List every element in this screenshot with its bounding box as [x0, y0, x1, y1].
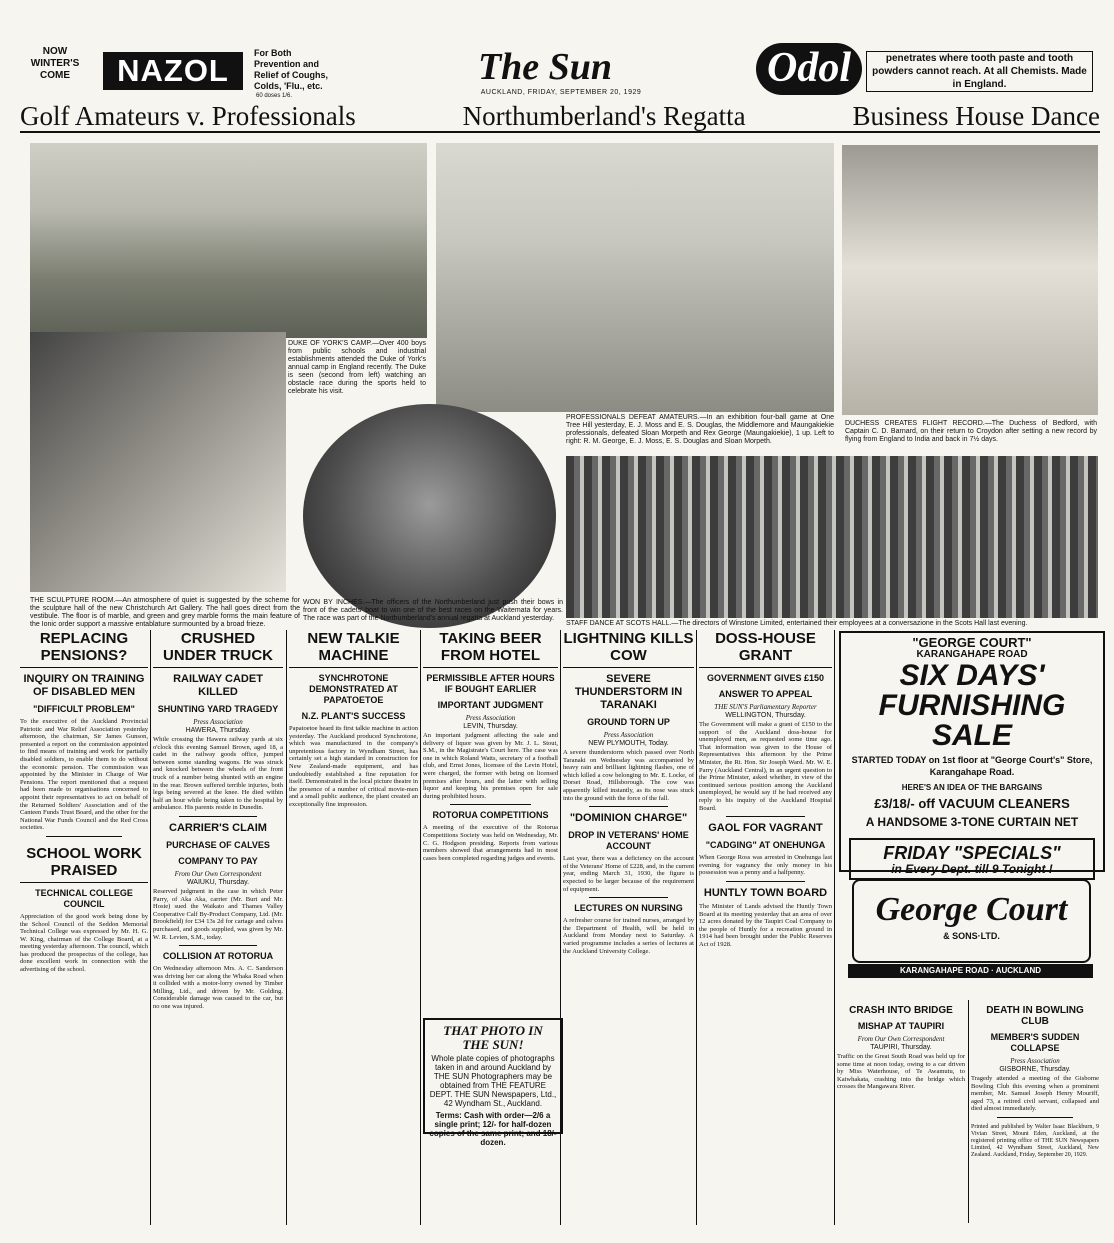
duke-camp-photo	[30, 143, 427, 338]
headline-regatta: Northumberland's Regatta	[462, 101, 746, 131]
photo-sales-box	[423, 1018, 563, 1147]
newspaper-title: The Sun	[477, 46, 613, 88]
truck-dateline: HAWERA, Thursday.	[185, 727, 251, 734]
lightning-subhead: SEVERE THUNDERSTORM IN TARANAKI	[574, 673, 683, 711]
talkie-body: Papatoetoe heard its first talkie machine in action yesterday. The Auckland produced Synchrotone, which was manufactured in the company's unpretentious factory in Wyndham Street, has certainly set a high standard in construction for New Zealand-made equipment, and has undoubtedly established a fine reputation for itself. Demonstrated in the local picture theatre in the presence of a number of critical movie-men and a small public audience, the plant created an exceptionally fine impression.	[289, 725, 418, 808]
collision-headline: COLLISION AT ROTORUA	[162, 951, 274, 962]
beer-subhead: PERMISSIBLE AFTER HOURS IF BOUGHT EARLIER	[426, 673, 555, 694]
school-headline: SCHOOL WORK PRAISED	[20, 845, 148, 883]
column-talkie	[289, 630, 418, 1223]
store-road: KARANGAHAPE ROAD	[916, 649, 1028, 660]
photo-box-terms: Terms: Cash with order—2/6 a single print; 12/- for half-dozen copies of the same print; and 18/- dozen.	[429, 1111, 557, 1147]
column-truck	[153, 630, 283, 1223]
lightning-subhead2: GROUND TORN UP	[587, 717, 670, 727]
dosshouse-byline: THE SUN'S Parliamentary Reporter	[714, 703, 817, 711]
school-subhead: TECHNICAL COLLEGE COUNCIL	[35, 887, 133, 909]
carriers-subhead: PURCHASE OF CALVES	[166, 839, 270, 850]
store-name: "GEORGE COURT"	[912, 635, 1032, 650]
every-dept-line: in Every Dept. till 9 Tonight !	[891, 862, 1053, 876]
nazol-logo: NAZOL	[103, 52, 243, 90]
photo-box-headline: THAT PHOTO IN THE SUN!	[443, 1023, 543, 1052]
dosshouse-headline: DOSS-HOUSE GRANT	[699, 630, 832, 668]
nazol-ad-text: For Both Prevention and Relief of Coughs, Colds, 'Flu., etc.	[254, 48, 328, 91]
george-court-sale-ad	[839, 631, 1105, 876]
printer-imprint: Printed and published by Walter Isaac Blackburn, 9 Vivian Street, Mount Eden, Auckland, at the registered printing office of THE SUN Newspapers Limited, 42 Wyndham Street, Auckland, New Zealand. Auckland, Friday, September 20, 1929.	[971, 1123, 1099, 1158]
nazol-now-text: NOW WINTER'S COME	[30, 46, 80, 81]
carriers-subhead2: COMPANY TO PAY	[178, 855, 258, 866]
huntly-body: The Minister of Lands advised the Huntly Town Board at its meeting yesterday that an area of over 12 acres donated by the Taupiri Coal Company to the people of Huntly for a recreation ground in 1914 had been brought under the Public Reserves Act of 1928.	[699, 902, 832, 948]
curtain-line: A HANDSOME 3-TONE CURTAIN NET	[865, 815, 1079, 829]
logo-subtext: & SONS·LTD.	[943, 931, 1000, 941]
sculpture-photo	[30, 332, 286, 592]
top-headline	[20, 101, 1100, 133]
beer-body: An important judgment affecting the sale and delivery of liquor was given by Mr. J. L. Stout, S.M., in the Magistrate's Court here. The case was one in which Roland Watts, secretary of a football club, and Ernst Jones, licensee of the Levin Hotel, were charged, the former with being on licensed premises after hours, and the latter with selling liquor and keeping his premises open for sale during prohibited hours.	[423, 732, 558, 800]
odol-ad-text: penetrates where tooth paste and tooth powders cannot reach. At all Chemists. Made in England.	[866, 51, 1093, 92]
dateline: AUCKLAND, FRIDAY, SEPTEMBER 20, 1929	[480, 89, 642, 96]
carriers-headline: CARRIER'S CLAIM	[169, 821, 267, 834]
gaol-headline: GAOL FOR VAGRANT	[708, 822, 823, 835]
dominion-headline: "DOMINION CHARGE"	[569, 812, 688, 825]
logo-text: George Court	[875, 891, 1068, 928]
bargains-line: HERE'S AN IDEA OF THE BARGAINS	[901, 783, 1043, 792]
bowling-subhead: MEMBER'S SUDDEN COLLAPSE	[990, 1032, 1080, 1053]
dance-caption: STAFF DANCE AT SCOTS HALL.—The directors of Winstone Limited, entertained their employees at a conversazione in the Scots Hall last evening.	[566, 620, 1028, 627]
talkie-headline: NEW TALKIE MACHINE	[289, 630, 418, 668]
bowling-body: Tragedy attended a meeting of the Gisborne Bowling Club this evening when a prominent member, Mr. Samuel Joseph Henry Mouriff, aged 73, a retired civil servant, collapsed and died almost immediately.	[971, 1075, 1099, 1113]
column-lightning	[563, 630, 694, 1223]
carriers-body: Reserved judgment in the case in which Peter Parry, of Aka Aka, carrier (Mr. Burt and Mr. Hosie) sued the Waikato and Thames Valley Cooperative Calf By-Product Company, Ltd. (Mr. Brookfield) for £34 13s 2d for cartage and calves purchased, and goods supplied, was given by Mr. W. R. Levien, S.M., today.	[153, 887, 283, 941]
school-body: Appreciation of the good work being done by the School Council of the Seddon Memorial Technical College was expressed by Mr. H. G. W. King, chairman of the College Board, at a meeting yesterday afternoon. The council, which has produced the prospectus of the college, has done excellent work in connection with the advertising of the school.	[20, 912, 148, 974]
regatta-photo	[303, 404, 556, 628]
lightning-byline: Press Association	[603, 731, 654, 739]
pensions-headline: REPLACING PENSIONS?	[20, 630, 148, 668]
lightning-body: A severe thunderstorm which passed over North Taranaki on Wednesday was accompanied by heavy rain and brilliant lightning flashes, one of which killed a cow belonging to Mr. E. Locke, of Dorset Road, Hillsborough. The cow was apparently killed instantly, as its nose was stuck into the ground with the force of the fall.	[563, 749, 694, 802]
column-bowling	[971, 1000, 1099, 1223]
gaol-subhead: "CADGING" AT ONEHUNGA	[705, 840, 826, 851]
truck-subhead: RAILWAY CADET KILLED	[173, 673, 263, 698]
crash-byline: From Our Own Correspondent	[857, 1035, 945, 1043]
column-crash	[837, 1000, 965, 1223]
column-rule	[150, 630, 151, 1225]
rotorua-body: A meeting of the executive of the Rotorua Competitions Society was held on Wednesday, Mr. C. G. Hodgson presiding. Reports from various members showed that arrangements had in most cases been completed regarding judges and events.	[423, 824, 558, 862]
bowling-headline: DEATH IN BOWLING CLUB	[986, 1005, 1084, 1027]
lightning-dateline: NEW PLYMOUTH, Today.	[588, 740, 669, 747]
pensions-subhead2: "DIFFICULT PROBLEM"	[33, 704, 135, 714]
dosshouse-body: The Government will make a grant of £150 to the support of the Auckland doss-house for unemployed men, as requested some time ago. That information was given to the House of Representatives this afternoon by the Prime Minister, the Rt. Hon. Sir Joseph Ward. Mr. W. E. Parry (Auckland Central), in an urgent question to the Prime Minister, asked whether, in view of the continued serious position among the Auckland unemployed, he would say if he had received any reply to his inquiry of the Auckland Hospital Board.	[699, 721, 832, 812]
crash-headline: CRASH INTO BRIDGE	[849, 1005, 953, 1016]
column-rule	[834, 630, 835, 1225]
headline-golf: Golf Amateurs v. Professionals	[20, 101, 356, 131]
gaol-body: When George Ross was arrested in Onehunga last evening for vagrancy the only money in his possession was a penny and a halfpenny.	[699, 854, 832, 877]
crash-dateline: TAUPIRI, Thursday.	[870, 1044, 932, 1051]
dominion-subhead: DROP IN VETERANS' HOME ACCOUNT	[568, 830, 689, 852]
crash-body: Traffic on the Great South Road was held up for some time at noon today, owing to a car driven by Miss Waterhouse, of Te Awamutu, to Kaiwhakata, crashing into the bridge which crosses the Mangawara River.	[837, 1053, 965, 1091]
column-rule	[420, 630, 421, 1225]
column-dosshouse	[699, 630, 832, 1223]
duchess-photo	[842, 145, 1098, 415]
huntly-headline: HUNTLY TOWN BOARD	[703, 886, 828, 899]
beer-dateline: LEVIN, Thursday.	[463, 723, 518, 730]
george-court-address: KARANGAHAPE ROAD · AUCKLAND	[848, 964, 1093, 978]
duchess-caption: DUCHESS CREATES FLIGHT RECORD.—The Duchess of Bedford, with Captain C. D. Barnard, on their return to Croydon after setting a new record by flying from England to India and back in 7½ days.	[845, 420, 1097, 443]
dosshouse-subhead2: ANSWER TO APPEAL	[718, 689, 813, 699]
headline-dance: Business House Dance	[852, 101, 1100, 131]
pensions-subhead: INQUIRY ON TRAINING OF DISABLED MEN	[23, 673, 145, 698]
dosshouse-subhead: GOVERNMENT GIVES £150	[706, 673, 825, 683]
beer-subhead2: IMPORTANT JUDGMENT	[437, 700, 544, 710]
talkie-subhead2: N.Z. PLANT'S SUCCESS	[301, 711, 406, 721]
duke-camp-caption: DUKE OF YORK'S CAMP.—Over 400 boys from public schools and industrial establishments attended the Duke of York's annual camp in England recently. The Duke is seen (second from left) watching an obstacle race during the sports held to celebrate his visit.	[288, 340, 426, 395]
column-rule	[286, 630, 287, 1225]
golf-caption: PROFESSIONALS DEFEAT AMATEURS.—In an exhibition four-ball game at One Tree Hill yesterday, E. J. Moss and E. S. Douglas, the Middlemore and Maungakiekie professionals, defeated Sloan Morpeth and Rex George (Maungakiekie), 1 up. Left to right: R. M. George, E. J. Moss, E. S. Douglas and Sloan Morpeth.	[566, 414, 834, 445]
golf-photo	[436, 143, 834, 412]
column-rule	[560, 630, 561, 1225]
lightning-headline: LIGHTNING KILLS COW	[563, 630, 694, 668]
truck-headline: CRUSHED UNDER TRUCK	[153, 630, 283, 668]
nazol-price: 60 doses 1/6.	[256, 93, 293, 99]
column-rule	[696, 630, 697, 1225]
regatta-caption: WON BY INCHES.—The officers of the Northumberland just push their bows in front of the cadets' boat to win one of the best races on the Waitemata for years. The race was part of the Northumberland's annual regatta at Auckland yesterday.	[303, 599, 563, 622]
carriers-dateline: WAIUKU, Thursday.	[186, 878, 250, 886]
sculpture-caption: THE SCULPTURE ROOM.—An atmosphere of quiet is suggested by the scheme for the sculpture hall of the new Christchurch Art Gallery. The hall goes direct from the vestibule. The floor is of marble, and green and grey marble forms the main feature of the Ionic order support a massive entablature surmounted by a broad frieze.	[30, 597, 300, 628]
odol-logo: Odol	[756, 43, 862, 95]
friday-specials: FRIDAY "SPECIALS"	[883, 843, 1061, 863]
sale-title: SIX DAYS' FURNISHING SALE	[878, 659, 1066, 752]
bowling-byline: Press Association	[1010, 1057, 1060, 1065]
crash-subhead: MISHAP AT TAUPIRI	[857, 1021, 945, 1031]
george-court-logo	[852, 879, 1091, 963]
lectures-headline: LECTURES ON NURSING	[574, 903, 683, 914]
talkie-subhead: SYNCHROTONE DEMONSTRATED AT PAPATOETOE	[309, 673, 398, 705]
beer-byline: Press Association	[465, 714, 516, 722]
lectures-body: A refresher course for trained nurses, arranged by the Department of Health, will be held in Auckland from Monday next to Saturday. A varied programme includes a series of lectures at the Auckland University College.	[563, 917, 694, 955]
photo-box-text: Whole plate copies of photographs taken in and around Auckland by THE SUN Photographers may be obtained from THE FEATURE DEPT. THE SUN Newspapers, Ltd., 42 Wyndham St., Auckland.	[429, 1054, 557, 1108]
beer-headline: TAKING BEER FROM HOTEL	[423, 630, 558, 668]
truck-subhead2: SHUNTING YARD TRAGEDY	[157, 704, 279, 714]
collision-body: On Wednesday afternoon Mrs. A. C. Sanderson was driving her car along the Whaka Road when it collided with a motor-lorry owned by Timber Milling, Ltd., and driven by Mr. Golding. Considerable damage was caused to the car, but no one was injured.	[153, 965, 283, 1011]
column-pensions	[20, 630, 148, 1223]
dominion-body: Last year, there was a deficiency on the account of the Veterans' Home of £228, and, in the current year, ending March 31, 1930, the figure is expected to be larger because of the requirement of equipment.	[563, 855, 694, 893]
truck-body: While crossing the Hawera railway yards at six o'clock this evening Samuel Brown, aged 18, a cadet in the railway goods office, jumped between some standing wagons. He was struck and knocked between the wheels of the front truck of a number being shunted with an engine in the rear. Brown suffered terrible injuries, both legs being severed at the knee. He died within half an hour while being taken to the hospital by ambulance. His parents reside in Dunedin.	[153, 736, 283, 812]
pensions-body: To the executive of the Auckland Provincial Patriotic and War Relief Association yesterday afternoon, the chairman, Sir James Gunson, presented a report on the commission appointed to find means of training and work for partially disabled soldiers, to enable them to do without the economic pension. The commission was appointed by the Minister in Charge of War Pensions. The report mentioned that a request had been made to organisations concerned to appoint their representatives to act on behalf of the Returned Soldiers' Association and of the Canteen Funds Trust Board, and the other for the National War Funds Council and the Red Cross societies.	[20, 718, 148, 832]
truck-byline: Press Association	[193, 718, 243, 726]
column-rule	[968, 1000, 969, 1223]
carriers-byline: From Our Own Correspondent	[174, 869, 262, 878]
vacuum-line: £3/18/- off VACUUM CLEANERS	[874, 796, 1070, 811]
rotorua-headline: ROTORUA COMPETITIONS	[432, 810, 549, 821]
bowling-dateline: GISBORNE, Thursday.	[999, 1066, 1071, 1073]
scots-hall-dance-photo	[566, 456, 1098, 618]
sale-started: STARTED TODAY on 1st floor at "George Court's" Store, Karangahape Road.	[851, 755, 1093, 777]
dosshouse-dateline: WELLINGTON, Thursday.	[725, 712, 806, 719]
